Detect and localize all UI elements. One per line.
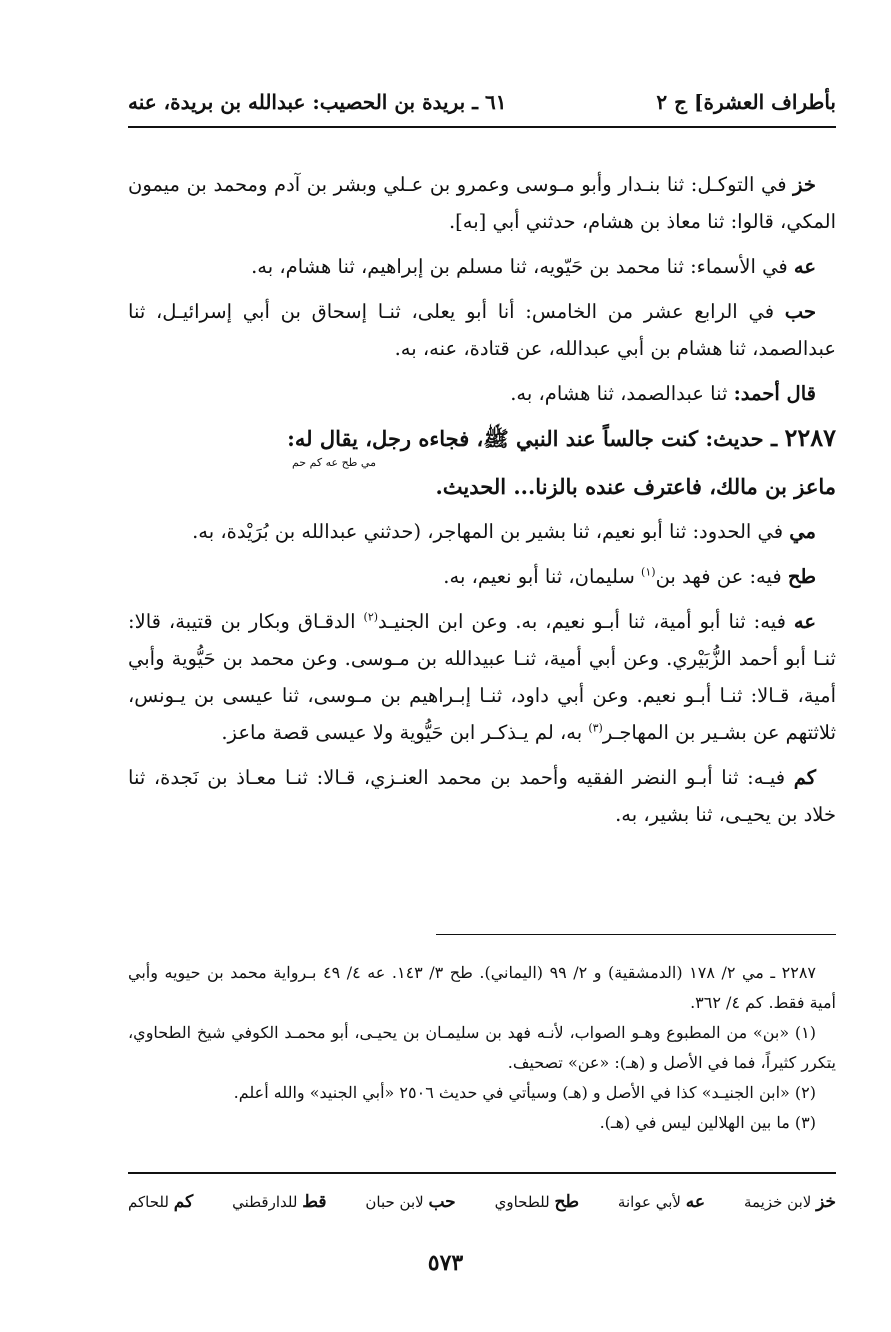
hadith-text-line1: ـ حديث: كنت جالساً عند النبي ﷺ، فجاءه رجل، يقال له: — [287, 426, 785, 451]
paragraph-ahmad — [128, 375, 836, 412]
header-chapter: ٦١ ـ بريدة بن الحصيب: عبدالله بن بريدة، عنه — [128, 90, 507, 114]
paragraph-ah — [128, 248, 836, 285]
paragraph-th — [128, 558, 836, 595]
paragraph-ah2 — [128, 603, 836, 751]
page-number: ٥٧٣ — [427, 1250, 464, 1276]
footnote-ref: (٢) — [363, 610, 379, 624]
footnote-references: ٢٢٨٧ ـ مي ٢/ ١٧٨ (الدمشقية) و ٢/ ٩٩ (اليماني). طح ٣/ ١٤٣. عه ٤/ ٤٩ بـرواية محمد بن حيويه وأبي أمية فقط. كم ٤/ ٣٦٢. — [128, 963, 836, 1012]
paragraph-hb — [128, 293, 836, 367]
hadith-text-line2: ماعز بن مالك، فاعترف عنده بالزنا... الحديث. — [435, 474, 836, 499]
legend-item: حب لابن حبان — [365, 1192, 456, 1212]
source-symbol: عه — [793, 610, 816, 633]
source-symbol: حب — [784, 300, 816, 323]
legend-item: خز لابن خزيمة — [743, 1192, 836, 1212]
paragraph-text: فيه: ثنا أبو أمية، ثنا أبـو نعيم، به. وعن ابن الجنيـد — [378, 610, 794, 633]
footnote-3: (٣) ما بين الهلالين ليس في (هـ). — [599, 1113, 816, 1132]
legend-item: طح للطحاوي — [494, 1192, 579, 1212]
paragraph-text: به، لم يـذكـر ابن حَيُّوية ولا عيسى قصة ماعز. — [221, 721, 589, 744]
paragraph-text: في التوكـل: ثنا بنـدار وأبو مـوسى وعمرو بن عـلي وبشر بن آدم ومحمد بن ميمون المكي، قالوا: ثنا معاذ بن هشام، حدثني أبي [به]. — [128, 173, 836, 233]
source-symbol: خز — [793, 173, 816, 196]
running-header — [128, 84, 836, 120]
header-volume: بأطراف العشرة] ج ٢ — [656, 90, 836, 114]
hadith-entry — [128, 420, 836, 505]
legend-item: كم للحاكم — [128, 1192, 194, 1212]
footnote-ref: (١) — [641, 565, 656, 579]
paragraph-mi — [128, 513, 836, 550]
header-rule — [128, 126, 836, 128]
paragraph-text: في الرابع عشر من الخامس: أنا أبو يعلى، ثنـا إسحاق بن أبي إسرائيـل، ثنا عبدالصمد، ثنا هشام بن أبي عبدالله، عن قتادة، عنه، به. — [128, 300, 836, 360]
paragraph-khz — [128, 166, 836, 240]
paragraph-text: فيـه: ثنا أبـو النضر الفقيه وأحمد بن محمد العنـزي، قـالا: ثنـا معـاذ بن نَجدة، ثنا خلاد بن يحيـى، ثنا بشير، به. — [128, 766, 836, 826]
footnote-2: (٢) «ابن الجنيـد» كذا في الأصل و (هـ) وسيأتي في حديث ٢٥٠٦ «أبي الجنيد» والله أعلم. — [233, 1083, 816, 1102]
legend-rule — [128, 1172, 836, 1174]
source-symbol: طح — [787, 565, 816, 588]
footnotes — [128, 958, 836, 1138]
paragraph-text: ثنا عبدالصمد، ثنا هشام، به. — [510, 382, 734, 405]
paragraph-text: في الحدود: ثنا أبو نعيم، ثنا بشير بن المهاجر، (حدثني عبدالله بن بُرَيْدة، به. — [192, 520, 790, 543]
footnote-1: (١) «بن» من المطبوع وهـو الصواب، لأنـه فهد بن سليمـان بن يحيـى، أبو محمـد الكوفي شيخ الطحاوي، يتكرر كثيراً، فما في الأصل و (هـ): «عن» تصحيف. — [128, 1023, 836, 1072]
hadith-number: ٢٢٨٧ — [784, 423, 836, 452]
legend-item: قط للدارقطني — [232, 1192, 327, 1212]
hadith-source-symbols: مي طح عه كم حم — [291, 456, 376, 469]
source-symbol: مي — [789, 520, 816, 543]
footnote-ref: (٣) — [588, 721, 603, 735]
main-text — [128, 166, 836, 841]
paragraph-km — [128, 759, 836, 833]
paragraph-text: الدقـاق وبكار بن قتيبة، قالا: ثنـا أبو أحمد الزُّبَيْري. وعن أبي أمية، ثنـا عبيدالله بن مـوسى. وعن محمد بن حَيُّوية وأبي أمية، قـالا: ثنـا أبـو نعيم. وعن أبي داود، ثنـا إبـراهيم بن مـوسى، ثنا عيسى بن يـونس، ثلاثتهم عن بشـير بن المهاجـر — [128, 610, 836, 744]
symbols-legend — [128, 1188, 836, 1216]
footnote-rule — [436, 934, 836, 935]
legend-item: عه لأبي عوانة — [617, 1192, 706, 1212]
source-symbol: عه — [793, 255, 816, 278]
paragraph-text: سليمان، ثنا أبو نعيم، به. — [443, 565, 642, 588]
paragraph-text: في الأسماء: ثنا محمد بن حَيّويه، ثنا مسلم بن إبراهيم، ثنا هشام، به. — [251, 255, 794, 278]
source-symbol: قال أحمد: — [733, 382, 816, 405]
paragraph-text: فيه: عن فهد بن — [655, 565, 788, 588]
source-symbol: كم — [793, 766, 816, 789]
